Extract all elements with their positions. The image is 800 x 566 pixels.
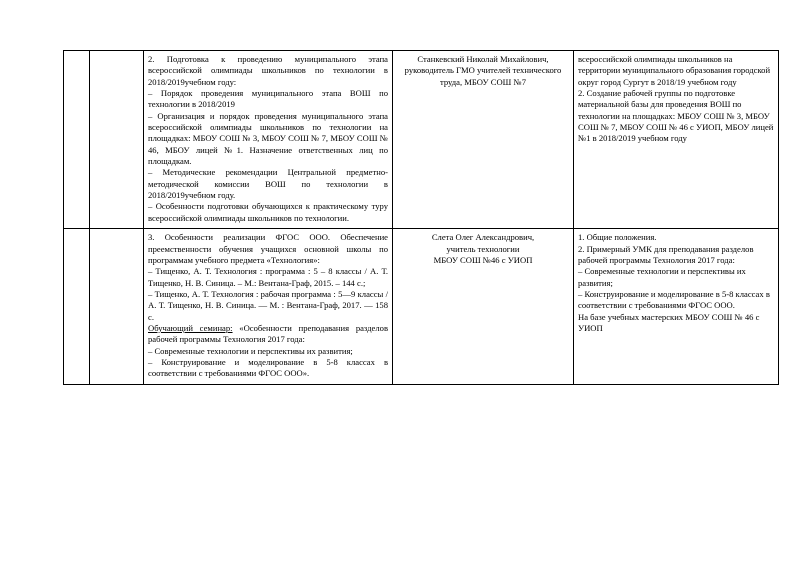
topic-item: – Организация и порядок проведения муниципального этапа всероссийской олимпиады школьников по технологии на площадках: МБОУ СОШ № 3, МБОУ СОШ № 7, МБОУ СОШ № 46, МБОУ лицей №1. Назначение ответственных лиц по площадкам. <box>148 110 388 167</box>
person-name: Станкевский Николай Михайлович, руководитель ГМО учителей технического труда, МБОУ СОШ №7 <box>404 54 562 87</box>
person-role: учитель технологии <box>446 243 520 254</box>
topic-item: – Тищенко, А. Т. Технология : рабочая программа : 5—9 классы / А. Т. Тищенко, Н. В. Синица. — М. : Вентана-Граф, 2017. — 158 с. <box>148 288 388 322</box>
topic-subheading-rest: «Особенности преподавания разделов рабочей программы Технология 2017 года: <box>148 322 388 345</box>
result-item: 1. Общие положения. <box>578 232 657 243</box>
result-item: 2. Примерный УМК для преподавания разделов рабочей программы Технология 2017 года: <box>578 243 754 265</box>
row-person-cell <box>393 229 574 384</box>
topic-item: – Методические рекомендации Центральной предметно-методической комиссии ВОШ по технологии в 2018/2019учебном году. <box>148 167 388 201</box>
row-result-cell <box>574 51 779 229</box>
person-org: МБОУ СОШ №46 с УИОП <box>433 254 533 265</box>
topic-subitem: – Современные технологии и перспективы их развития; <box>148 345 353 356</box>
table-row <box>64 229 779 384</box>
topic-item: – Порядок проведения муниципального этапа ВОШ по технологии в 2018/2019 <box>148 88 388 110</box>
row-topic-cell <box>144 51 393 229</box>
row-person-cell <box>393 51 574 229</box>
row-number-cell <box>64 51 90 229</box>
topic-item: – Особенности подготовки обучающихся к практическому туру всероссийской олимпиады школьников по технологии. <box>148 201 388 223</box>
row-number-cell <box>64 229 90 384</box>
topic-subitem: – Конструирование и моделирование в 5-8 классах в соответствии с требованиями ФГОС ООО». <box>148 356 388 379</box>
result-item: всероссийской олимпиады школьников на территории муниципального образования городской округ город Сургут в 2018/19 учебном году <box>578 54 771 87</box>
topic-heading: 3. Особенности реализации ФГОС ООО. Обеспечение преемственности обучения учащихся основной школы по программам учебного предмета «Технология»: <box>148 232 388 265</box>
row-date-cell <box>90 51 144 229</box>
result-item: – Конструирование и моделирование в 5-8 классах в соответствии с требованиями ФГОС ООО. <box>578 288 770 311</box>
schedule-table <box>63 50 779 385</box>
topic-subheading-underlined: Обучающий семинар: <box>148 322 233 333</box>
person-name: Слета Олег Александрович, <box>431 232 535 243</box>
row-result-cell <box>574 229 779 384</box>
topic-heading: 2. Подготовка к проведению муниципального этапа всероссийской олимпиады школьников по технологии в 2018/2019учебном году: <box>148 54 388 87</box>
result-item: – Современные технологии и перспективы их развития; <box>578 266 746 288</box>
result-item: На базе учебных мастерских МБОУ СОШ № 46 с УИОП <box>578 311 760 333</box>
topic-subheading <box>148 323 388 346</box>
row-topic-cell <box>144 229 393 384</box>
table-row <box>64 51 779 229</box>
result-item: 2. Создание рабочей группы по подготовке материальной базы для проведения ВОШ по технологии на площадках: МБОУ СОШ № 3, МБОУ СОШ № 7, МБОУ СОШ № 46 с УИОП, МБОУ лицей №1 в 2018/2019 учебном году <box>578 88 774 144</box>
topic-item: – Тищенко, А. Т. Технология : программа : 5 – 8 классы / А. Т. Тищенко, Н. В. Синица. – М.: Вентана-Граф, 2015. – 144 с.; <box>148 266 388 288</box>
row-date-cell <box>90 229 144 384</box>
